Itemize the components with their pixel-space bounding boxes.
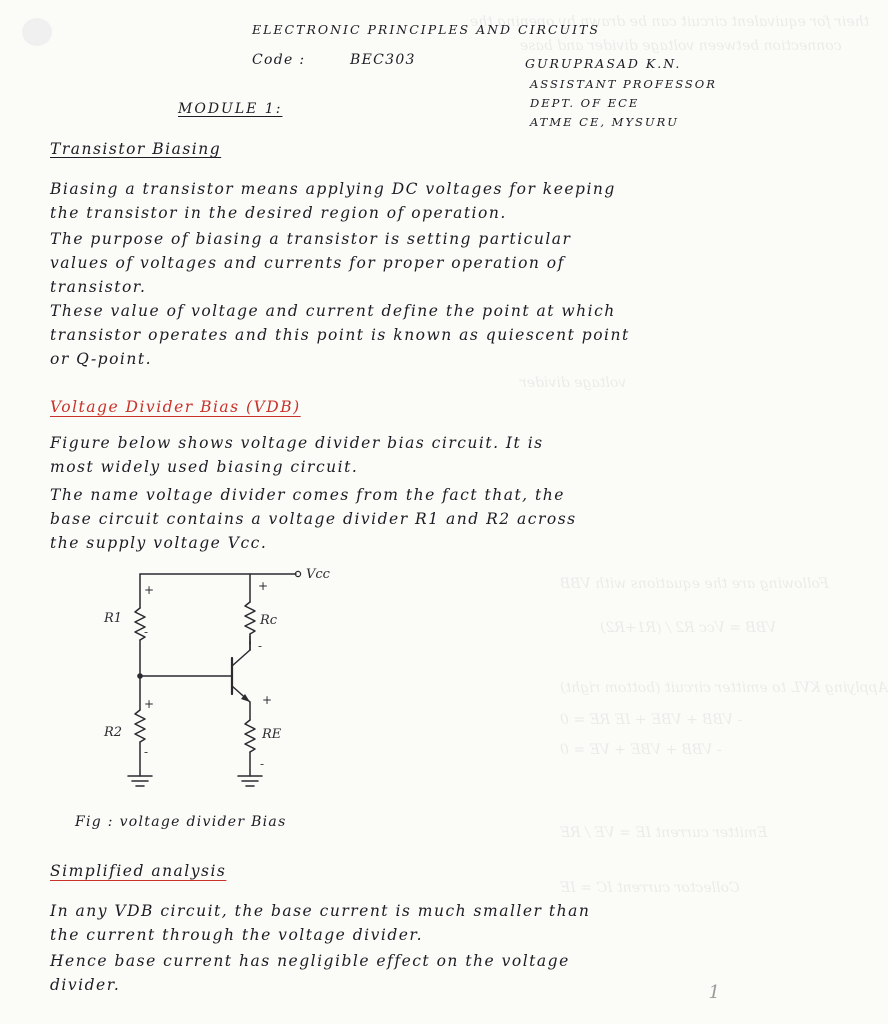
body-line: Biasing a transistor means applying DC voltages for keeping <box>50 180 616 198</box>
r2-plus-sign: + <box>144 697 155 711</box>
body-line: These value of voltage and current define the point at which <box>50 302 616 320</box>
body-line: values of voltages and currents for proper operation of <box>50 254 565 272</box>
body-line: or Q-point. <box>50 350 153 368</box>
bleed-through-text: voltage divider <box>520 375 627 391</box>
rc-label: Rc <box>260 613 278 628</box>
body-line: the supply voltage Vcc. <box>50 534 268 552</box>
figure-caption: Fig : voltage divider Bias <box>75 814 287 830</box>
punch-hole <box>22 18 52 46</box>
r2-resistor <box>135 710 145 742</box>
bleed-through-text: VBB = Vcc R2 / (R1+R2) <box>600 620 777 636</box>
body-line: the current through the voltage divider. <box>50 926 424 944</box>
r2-label: R2 <box>104 725 123 740</box>
section-heading-simplified-analysis: Simplified analysis <box>50 862 227 880</box>
body-line: transistor operates and this point is known as quiescent point <box>50 326 630 344</box>
re-resistor <box>245 720 255 752</box>
r1-plus-sign: + <box>144 583 155 597</box>
bleed-through-text: Following are the equations with VBB <box>560 576 829 592</box>
bleed-through-text: Collector current IC = IE <box>560 880 740 896</box>
body-line: transistor. <box>50 278 147 296</box>
section-heading-vdb: Voltage Divider Bias (VDB) <box>50 398 301 416</box>
body-line: most widely used biasing circuit. <box>50 458 359 476</box>
body-line: In any VDB circuit, the base current is much smaller than <box>50 902 591 920</box>
body-line: divider. <box>50 976 121 994</box>
voltage-divider-bias-circuit <box>90 560 380 800</box>
bleed-through-text: - VBB + VBE + VE = 0 <box>560 742 722 758</box>
bleed-through-text: - VBB + VBE + IE RE = 0 <box>560 712 743 728</box>
re-plus-sign: + <box>262 693 273 707</box>
body-line: Figure below shows voltage divider bias circuit. It is <box>50 434 544 452</box>
re-label: RE <box>262 727 282 742</box>
author-institute: ATME CE, MYSURU <box>530 115 679 129</box>
vcc-label: Vcc <box>306 567 330 582</box>
body-line: Hence base current has negligible effect on the voltage <box>50 952 570 970</box>
author-department: DEPT. OF ECE <box>530 96 640 110</box>
course-title: ELECTRONIC PRINCIPLES AND CIRCUITS <box>252 22 600 37</box>
rc-minus-sign: - <box>258 639 263 653</box>
module-heading: MODULE 1: <box>178 101 283 117</box>
r1-minus-sign: - <box>144 625 149 639</box>
rc-plus-sign: + <box>258 579 269 593</box>
ground-symbol <box>238 776 262 786</box>
body-line: The name voltage divider comes from the fact that, the <box>50 486 565 504</box>
rc-resistor <box>245 602 255 634</box>
body-line: The purpose of biasing a transistor is setting particular <box>50 230 572 248</box>
course-code-value: BEC303 <box>350 52 416 68</box>
bleed-through-text: connection between voltage divider and base <box>520 38 842 54</box>
section-heading-transistor-biasing: Transistor Biasing <box>50 140 222 158</box>
bleed-through-text: their for equivalent circuit can be drawn by opening the <box>470 14 870 30</box>
junction-dot <box>137 673 143 679</box>
re-minus-sign: - <box>260 757 265 771</box>
course-code-label: Code : <box>252 52 306 68</box>
r1-label: R1 <box>104 611 123 626</box>
r2-minus-sign: - <box>144 745 149 759</box>
body-line: base circuit contains a voltage divider R1 and R2 across <box>50 510 577 528</box>
author-name: GURUPRASAD K.N. <box>525 56 682 71</box>
page-number: 1 <box>708 982 720 1003</box>
author-designation: ASSISTANT PROFESSOR <box>530 77 717 91</box>
bleed-through-text: Emitter current IE = VE / RE <box>560 825 768 841</box>
bleed-through-text: Applying KVL to emitter circuit (bottom right) <box>560 680 888 696</box>
ground-symbol <box>128 776 152 786</box>
transistor-collector-lead <box>232 650 250 666</box>
body-line: the transistor in the desired region of operation. <box>50 204 507 222</box>
